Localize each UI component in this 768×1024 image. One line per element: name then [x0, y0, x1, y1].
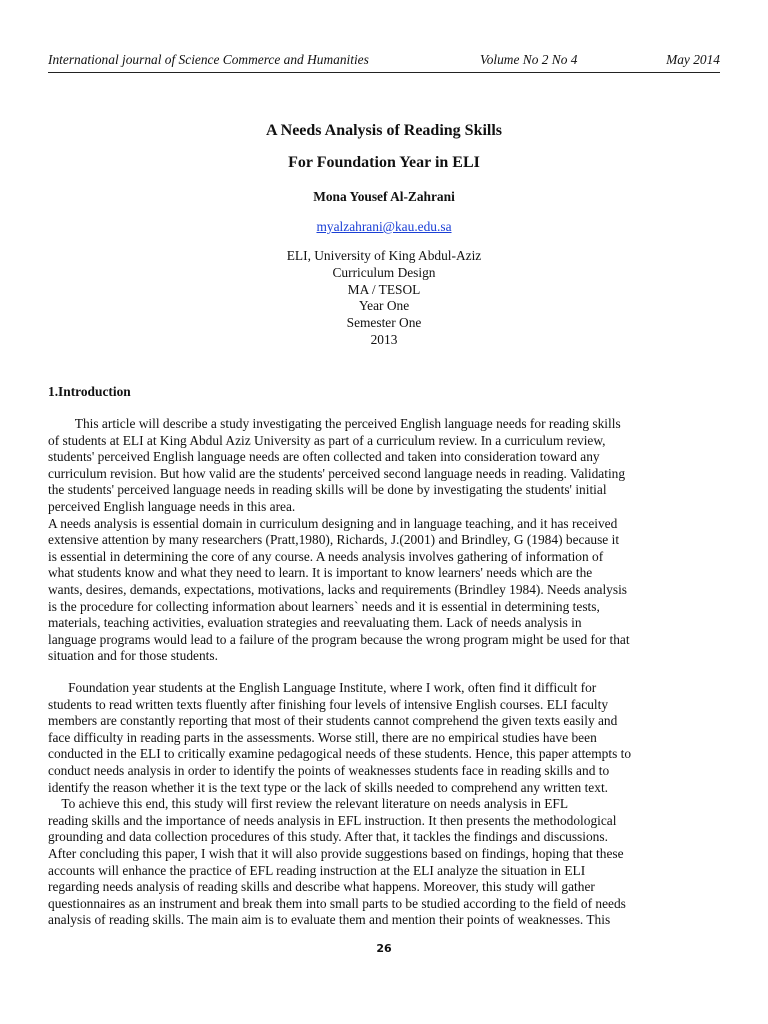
- author-email-row: [0, 219, 768, 235]
- paragraph-line: regarding needs analysis of reading skills and describe what happens. Moreover, this study will gather: [48, 879, 595, 895]
- journal-name: International journal of Science Commerce and Humanities: [48, 52, 369, 67]
- author-name: Mona Yousef Al-Zahrani: [313, 189, 455, 204]
- paragraph-line: A needs analysis is essential domain in curriculum designing and in language teaching, and it has received: [48, 515, 618, 531]
- paper-title-line-1: A Needs Analysis of Reading Skills: [265, 122, 503, 139]
- affiliation-date: 2013: [370, 331, 398, 347]
- paragraph-line: analysis of reading skills. The main aim is to evaluate them and mention their points of weaknesses. This: [48, 912, 611, 928]
- paragraph-line: perceived English language needs in this area.: [48, 498, 296, 514]
- author-email-link[interactable]: myalzahrani@kau.edu.sa: [316, 219, 452, 234]
- paragraph-line: After concluding this paper, I wish that it will also provide suggestions based on findings, hoping that these: [48, 845, 624, 861]
- header-divider: [48, 72, 720, 73]
- paragraph-line: of students at ELI at King Abdul Aziz University as part of a curriculum review. In a curriculum review,: [48, 432, 606, 448]
- paragraph-line: members are constantly reporting that most of their students cannot comprehend the given texts easily and: [48, 713, 618, 729]
- paragraph-line: students to read written texts fluently after finishing four levels of intensive English courses. ELI faculty: [48, 696, 609, 712]
- paragraph-line: identify the reason whether it is the text type or the lack of skills needed to comprehend any written text.: [48, 779, 609, 795]
- paragraph-line: grounding and data collection procedures of this study. After that, it tackles the findings and discussions.: [48, 829, 608, 845]
- paragraph-line: language programs would lead to a failure of the program because the wrong program might be used for that: [48, 631, 630, 647]
- paragraph-line: the students' perceived language needs in reading skills will be done by investigating the students' initial: [48, 482, 607, 498]
- affiliation-year: Year One: [358, 298, 410, 314]
- paragraph-line: is essential in determining the core of any course. A needs analysis involves gathering of information of: [48, 548, 604, 564]
- paragraph-line: students' perceived English language needs are often collected and taken into consideration toward any: [48, 449, 600, 465]
- affiliation-degree: MA / TESOL: [347, 281, 421, 297]
- paragraph-line: curriculum revision. But how valid are the students' perceived second language needs in reading. Validating: [48, 465, 626, 481]
- paragraph-line: is the procedure for collecting information about learners` needs and it is essential in determining tests,: [48, 598, 600, 614]
- journal-date: May 2014: [666, 52, 720, 67]
- paper-title-line-2: For Foundation Year in ELI: [288, 154, 480, 171]
- affiliation-semester: Semester One: [346, 315, 422, 331]
- paragraph-line: materials, teaching activities, evaluation strategies and reevaluating them. Lack of needs analysis in: [48, 615, 582, 631]
- body-paragraph-2: [48, 680, 720, 929]
- running-header: [48, 52, 720, 70]
- page-number: 26: [376, 942, 392, 955]
- paragraph-line: This article will describe a study investigating the perceived English language needs for reading skills: [48, 416, 621, 431]
- paragraph-line: reading skills and the importance of needs analysis in EFL instruction. It then presents the methodological: [48, 812, 617, 828]
- paragraph-line: what students know and what they need to learn. It is important to know learners' needs which are the: [48, 565, 593, 581]
- paragraph-line: Foundation year students at the English Language Institute, where I work, often find it difficult for: [48, 680, 597, 695]
- paragraph-line: questionnaires as an instrument and break them into small parts to be studied according to the field of needs: [48, 895, 626, 911]
- paragraph-line: conduct needs analysis in order to identify the points of weaknesses students face in reading skills and to: [48, 762, 610, 778]
- body-paragraph-1: [48, 416, 720, 665]
- paragraph-line: face difficulty in reading parts in the assessments. Worse still, there are no empirical studies have been: [48, 729, 597, 745]
- affiliation-block: [0, 248, 768, 349]
- paragraph-line: conducted in the ELI to critically examine pedagogical needs of these students. Hence, this paper attempts to: [48, 746, 632, 762]
- paragraph-line: To achieve this end, this study will first review the relevant literature on needs analysis in EFL: [48, 796, 569, 812]
- paragraph-line: situation and for those students.: [48, 648, 218, 664]
- affiliation-institution: ELI, University of King Abdul-Aziz: [286, 248, 482, 263]
- journal-volume: Volume No 2 No 4: [480, 52, 578, 67]
- paragraph-line: wants, desires, demands, expectations, motivations, lacks and requirements (Brindley 1984). Needs analysis: [48, 581, 628, 597]
- affiliation-program: Curriculum Design: [332, 264, 436, 280]
- paragraph-line: accounts will enhance the practice of EFL reading instruction at the ELI analyze the situation in ELI: [48, 862, 586, 878]
- paragraph-line: extensive attention by many researchers (Pratt,1980), Richards, J.(2001) and Brindley, G (1984) because it: [48, 532, 620, 548]
- section-heading: 1.Introduction: [48, 384, 131, 399]
